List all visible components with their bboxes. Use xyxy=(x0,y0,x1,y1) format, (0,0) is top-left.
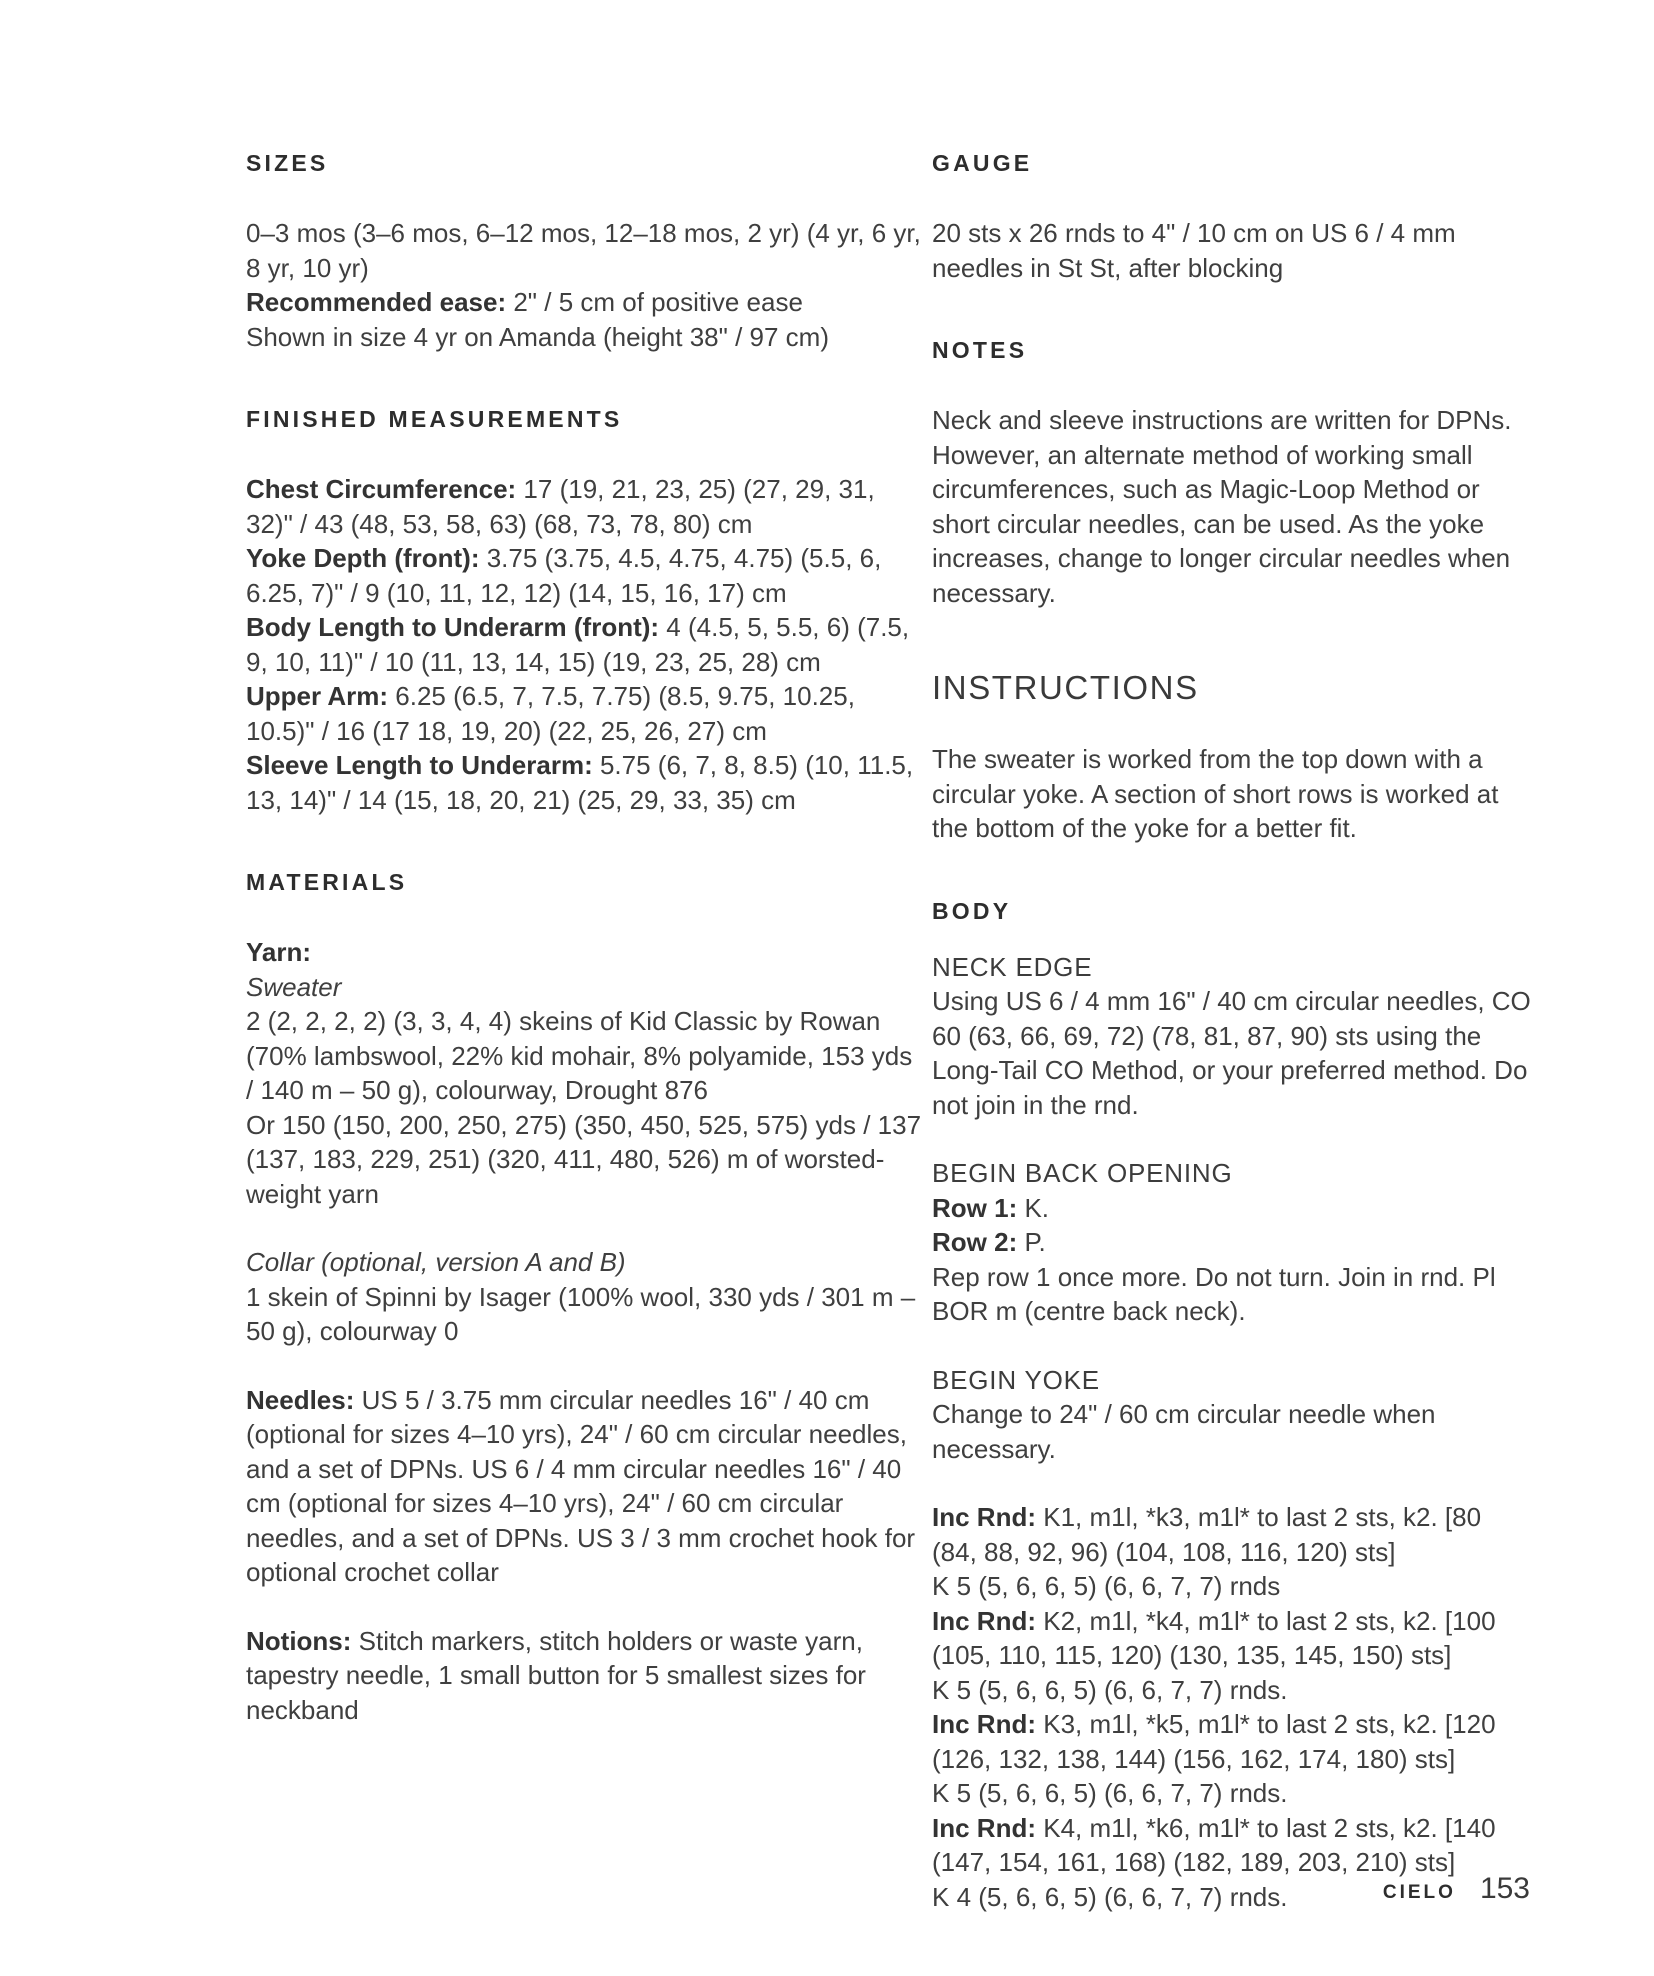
spacer xyxy=(246,1349,924,1383)
inc-rnd-3 xyxy=(932,1707,1532,1776)
measurement-chest xyxy=(246,472,924,541)
body-heading: BODY xyxy=(932,897,1012,924)
recommended-ease-value: 2" / 5 cm of positive ease xyxy=(506,287,803,317)
spacer xyxy=(932,1122,1532,1156)
notes-section xyxy=(932,333,1532,610)
inc-rnd-2-label: Inc Rnd: xyxy=(932,1605,1036,1636)
footer-brand: CIELO xyxy=(1382,1882,1456,1903)
inc-rnd-4-label: Inc Rnd: xyxy=(932,1812,1036,1843)
begin-yoke-block xyxy=(932,1363,1532,1467)
measurement-chest-value: 17 (19, 21, 23, 25) (27, 29, 31, 32)" / 43 (48, 53, 58, 63) (68, 73, 78, 80) cm xyxy=(246,474,875,539)
measurement-body-length-value: 4 (4.5, 5, 5.5, 6) (7.5, 9, 10, 11)" / 10 (11, 13, 14, 15) (19, 23, 25, 28) cm xyxy=(246,612,910,677)
measurement-body-length-label: Body Length to Underarm (front): xyxy=(246,612,660,642)
shown-in-size: Shown in size 4 yr on Amanda (height 38" / 97 cm) xyxy=(246,321,829,352)
begin-yoke-text: Change to 24" / 60 cm circular needle when necessary. xyxy=(932,1399,1436,1464)
notions-detail: Stitch markers, stitch holders or waste yarn, tapestry needle, 1 small button for 5 smallest sizes for neckband xyxy=(246,1625,866,1725)
measurement-body-length xyxy=(246,610,924,679)
knit-rnds-2: K 5 (5, 6, 6, 5) (6, 6, 7, 7) rnds. xyxy=(932,1674,1288,1705)
notes-text: Neck and sleeve instructions are written for DPNs. However, an alternate method of working small circumferences, such as Magic-Loop Method or short circular needles, can be used. As the yoke increases, change to longer circular needles when necessary. xyxy=(932,405,1512,608)
sizes-section xyxy=(246,146,924,354)
neck-edge-text: Using US 6 / 4 mm 16" / 40 cm circular needles, CO 60 (63, 66, 69, 72) (78, 81, 87, 90) sts using the Long-Tail CO Method, or your preferred method. Do not join in the rnd. xyxy=(932,986,1531,1120)
sizes-range: 0–3 mos (3–6 mos, 6–12 mos, 12–18 mos, 2 yr) (4 yr, 6 yr, 8 yr, 10 yr) xyxy=(246,218,921,283)
inc-rnd-3-text: K3, m1l, *k5, m1l* to last 2 sts, k2. [120 (126, 132, 138, 144) (156, 162, 174, 180) sts] xyxy=(932,1709,1496,1774)
inc-rnd-1-label: Inc Rnd: xyxy=(932,1502,1036,1532)
collar-yarn-detail: 1 skein of Spinni by Isager (100% wool, 330 yds / 301 m – 50 g), colourway 0 xyxy=(246,1281,916,1346)
knit-rnds-3: K 5 (5, 6, 6, 5) (6, 6, 7, 7) rnds. xyxy=(932,1778,1288,1808)
measurement-sleeve-length-label: Sleeve Length to Underarm: xyxy=(246,750,593,780)
sweater-yarn-label-text: Sweater xyxy=(246,971,342,1002)
inc-rnd-3-label: Inc Rnd: xyxy=(932,1709,1036,1739)
back-opening-row-2 xyxy=(932,1225,1532,1260)
inc-rnd-4-text: K4, m1l, *k6, m1l* to last 2 sts, k2. [140 (147, 154, 161, 168) (182, 189, 203, 210) sts] xyxy=(932,1812,1496,1877)
right-column xyxy=(932,146,1532,1914)
row-1-text: K. xyxy=(1017,1192,1050,1223)
inc-rnd-4 xyxy=(932,1811,1532,1880)
notions-info xyxy=(246,1624,924,1728)
instructions-heading: INSTRUCTIONS xyxy=(932,669,1199,706)
inc-rnd-1 xyxy=(932,1500,1532,1569)
spacer xyxy=(932,1329,1532,1363)
sweater-yarn-alt: Or 150 (150, 200, 250, 275) (350, 450, 525, 575) yds / 137 (137, 183, 229, 251) (320, 411, 480, 526) m of worsted-weight yarn xyxy=(246,1109,922,1209)
inc-rnd-2-text: K2, m1l, *k4, m1l* to last 2 sts, k2. [100 (105, 110, 115, 120) (130, 135, 145, 150) sts] xyxy=(932,1605,1496,1670)
collar-yarn-label-text: Collar (optional, version A and B) xyxy=(246,1247,626,1277)
gauge-text: 20 sts x 26 rnds to 4" / 10 cm on US 6 / 4 mm needles in St St, after blocking xyxy=(932,218,1456,283)
measurement-sleeve-length-value: 5.75 (6, 7, 8, 8.5) (10, 11.5, 13, 14)" / 14 (15, 18, 20, 21) (25, 29, 33, 35) cm xyxy=(246,750,914,815)
begin-yoke-subheading: BEGIN YOKE xyxy=(932,1364,1100,1395)
yarn-label-text: Yarn: xyxy=(246,937,312,967)
back-opening-text: Rep row 1 once more. Do not turn. Join in rnd. Pl BOR m (centre back neck). xyxy=(932,1261,1496,1326)
instructions-section xyxy=(932,668,1532,846)
body-section xyxy=(932,894,1532,1915)
left-column xyxy=(246,146,924,1914)
inc-rnd-1-text: K1, m1l, *k3, m1l* to last 2 sts, k2. [80 (84, 88, 92, 96) (104, 108, 116, 120) sts] xyxy=(932,1502,1482,1567)
measurement-sleeve-length xyxy=(246,748,924,817)
row-1-label: Row 1: xyxy=(932,1192,1018,1223)
materials-heading: MATERIALS xyxy=(246,869,408,895)
recommended-ease-label: Recommended ease: xyxy=(246,287,507,317)
back-opening-block xyxy=(932,1156,1532,1329)
yoke-rounds-block xyxy=(932,1500,1532,1914)
finished-measurements-heading: FINISHED MEASUREMENTS xyxy=(246,406,623,432)
sweater-yarn-detail: 2 (2, 2, 2, 2) (3, 3, 4, 4) skeins of Kid Classic by Rowan (70% lambswool, 22% kid mohair, 8% polyamide, 153 yds / 140 m – 50 g), colourway, Drought 876 xyxy=(246,1006,913,1105)
row-2-text: P. xyxy=(1017,1227,1046,1257)
needles-detail: US 5 / 3.75 mm circular needles 16" / 40 cm (optional for sizes 4–10 yrs), 24" / 60 cm circular needles, and a set of DPNs. US 6 / 4 mm circular needles 16" / 40 cm (optional for sizes 4–10 yrs), 24" / 60 cm circular needles, and a set of DPNs. US 3 / 3 mm crochet hook for optional crochet collar xyxy=(246,1384,916,1587)
back-opening-row-1 xyxy=(932,1191,1532,1226)
row-2-label: Row 2: xyxy=(932,1227,1018,1257)
notions-label: Notions: xyxy=(246,1625,352,1656)
spacer xyxy=(932,1466,1532,1500)
measurement-upper-arm xyxy=(246,679,924,748)
notes-heading: NOTES xyxy=(932,337,1028,363)
measurement-upper-arm-value: 6.25 (6.5, 7, 7.5, 7.75) (8.5, 9.75, 10.25, 10.5)" / 16 (17 18, 19, 20) (22, 25, 26, 27) cm xyxy=(246,681,855,746)
knit-rnds-4: K 4 (5, 6, 6, 5) (6, 6, 7, 7) rnds. xyxy=(932,1881,1288,1912)
footer-page-number: 153 xyxy=(1479,1872,1530,1905)
needles-info xyxy=(246,1383,924,1590)
neck-edge-subheading: NECK EDGE xyxy=(932,951,1093,982)
knit-rnds-1: K 5 (5, 6, 6, 5) (6, 6, 7, 7) rnds xyxy=(932,1571,1281,1601)
needles-label: Needles: xyxy=(246,1384,355,1415)
collar-yarn-label xyxy=(246,1245,924,1280)
measurement-yoke-depth xyxy=(246,541,924,610)
inc-rnd-2 xyxy=(932,1604,1532,1673)
page-content xyxy=(246,146,1532,1914)
page-footer xyxy=(1383,1872,1530,1906)
yarn-label xyxy=(246,935,924,970)
materials-section xyxy=(246,865,924,1727)
back-opening-subheading: BEGIN BACK OPENING xyxy=(932,1158,1233,1188)
spacer xyxy=(246,1211,924,1245)
measurement-upper-arm-label: Upper Arm: xyxy=(246,681,389,711)
neck-edge-block xyxy=(932,950,1532,1123)
measurement-yoke-depth-label: Yoke Depth (front): xyxy=(246,543,480,573)
measurement-chest-label: Chest Circumference: xyxy=(246,474,517,504)
measurement-yoke-depth-value: 3.75 (3.75, 4.5, 4.75, 4.75) (5.5, 6, 6.25, 7)" / 9 (10, 11, 12, 12) (14, 15, 16, 17) cm xyxy=(246,543,882,608)
gauge-section xyxy=(932,146,1532,285)
spacer xyxy=(246,1590,924,1624)
sweater-yarn-label xyxy=(246,970,924,1005)
recommended-ease xyxy=(246,285,924,320)
finished-measurements-section xyxy=(246,402,924,817)
gauge-heading: GAUGE xyxy=(932,150,1033,176)
sizes-heading: SIZES xyxy=(246,150,329,176)
instructions-text: The sweater is worked from the top down with a circular yoke. A section of short rows is worked at the bottom of the yoke for a better fit. xyxy=(932,744,1499,843)
